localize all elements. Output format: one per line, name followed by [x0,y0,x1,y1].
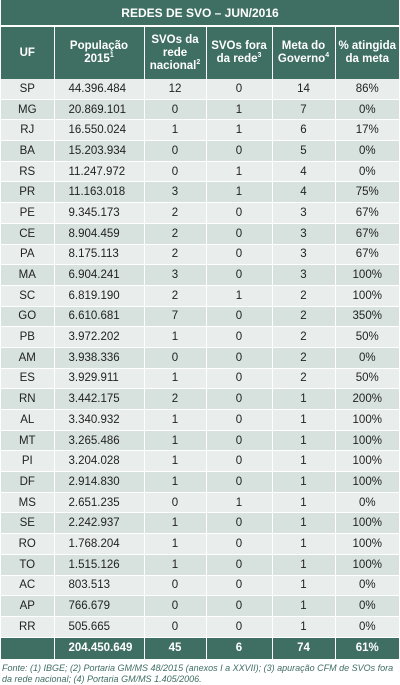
cell-svos-fora: 0 [206,141,272,162]
cell-uf: PA [1,244,54,265]
cell-meta: 7 [272,99,335,120]
cell-meta: 3 [272,265,335,286]
cell-pct: 67% [335,244,399,265]
cell-uf: PI [1,451,54,472]
table-row [1,347,399,368]
cell-pct: 0% [335,616,399,637]
cell-svos-fora: 1 [206,492,272,513]
cell-pct: 100% [335,534,399,555]
cell-meta: 1 [272,389,335,410]
cell-svos-rede: 1 [144,534,206,555]
cell-svos-rede: 0 [144,575,206,596]
cell-svos-rede: 7 [144,306,206,327]
cell-svos-rede: 0 [144,492,206,513]
cell-svos-fora: 0 [206,244,272,265]
cell-meta: 1 [272,616,335,637]
cell-meta: 2 [272,306,335,327]
cell-uf: ES [1,368,54,389]
header-svos-rede: SVOs da rede nacional$^2$ [144,26,206,79]
cell-meta: 1 [272,492,335,513]
cell-meta: 1 [272,451,335,472]
cell-populacao: 3.204.028 [54,451,144,472]
total-meta: 74 [272,637,335,659]
cell-pct: 86% [335,79,399,99]
footnote: Fonte: (1) IBGE; (2) Portaria GM/MS 48/2015 (anexos I a XXVII); (3) apuração CFM de SVOs fora da rede nacional; (4) Portaria GM/MS 1.405/2006. [2,662,394,684]
cell-svos-rede: 2 [144,244,206,265]
cell-svos-fora: 0 [206,554,272,575]
cell-svos-fora: 0 [206,575,272,596]
cell-populacao: 11.247.972 [54,161,144,182]
table-row [1,244,399,265]
cell-uf: SP [1,79,54,99]
cell-uf: RR [1,616,54,637]
cell-pct: 100% [335,265,399,286]
cell-svos-rede: 0 [144,616,206,637]
total-svos-rede: 45 [144,637,206,659]
cell-svos-rede: 1 [144,120,206,141]
table-row [1,410,399,431]
cell-svos-rede: 0 [144,99,206,120]
cell-pct: 17% [335,120,399,141]
table-title: REDES DE SVO – JUN/2016 [1,0,399,26]
cell-pct: 75% [335,182,399,203]
cell-pct: 100% [335,513,399,534]
cell-meta: 1 [272,513,335,534]
cell-svos-fora: 0 [206,472,272,493]
cell-svos-rede: 0 [144,161,206,182]
cell-svos-rede: 2 [144,203,206,224]
total-populacao: 204.450.649 [54,637,144,659]
cell-svos-rede: 2 [144,285,206,306]
table-row [1,472,399,493]
cell-pct: 350% [335,306,399,327]
table-row [1,182,399,203]
cell-uf: MS [1,492,54,513]
cell-meta: 1 [272,410,335,431]
cell-svos-fora: 0 [206,223,272,244]
cell-meta: 3 [272,203,335,224]
cell-populacao: 20.869.101 [54,99,144,120]
cell-svos-rede: 2 [144,389,206,410]
svo-table [1,0,399,659]
table-row [1,120,399,141]
cell-populacao: 3.442.175 [54,389,144,410]
cell-uf: PE [1,203,54,224]
cell-meta: 2 [272,285,335,306]
cell-populacao: 766.679 [54,596,144,617]
cell-svos-fora: 0 [206,368,272,389]
cell-svos-fora: 0 [206,327,272,348]
table-row [1,223,399,244]
cell-uf: GO [1,306,54,327]
cell-uf: AC [1,575,54,596]
cell-svos-fora: 0 [206,347,272,368]
cell-svos-fora: 1 [206,182,272,203]
cell-uf: MA [1,265,54,286]
table-row [1,99,399,120]
cell-meta: 1 [272,430,335,451]
cell-pct: 50% [335,368,399,389]
header-row [1,26,399,79]
cell-uf: RO [1,534,54,555]
cell-meta: 4 [272,182,335,203]
cell-svos-fora: 0 [206,451,272,472]
cell-uf: DF [1,472,54,493]
cell-svos-rede: 2 [144,223,206,244]
cell-meta: 1 [272,554,335,575]
cell-meta: 3 [272,223,335,244]
cell-pct: 50% [335,327,399,348]
cell-svos-rede: 12 [144,79,206,99]
cell-pct: 100% [335,554,399,575]
cell-populacao: 6.819.190 [54,285,144,306]
table-row [1,161,399,182]
cell-svos-rede: 1 [144,513,206,534]
cell-uf: MT [1,430,54,451]
cell-uf: MG [1,99,54,120]
cell-meta: 6 [272,120,335,141]
header-uf: UF [1,26,54,79]
cell-svos-fora: 1 [206,161,272,182]
table-row [1,492,399,513]
cell-pct: 0% [335,161,399,182]
cell-svos-fora: 1 [206,99,272,120]
cell-uf: AP [1,596,54,617]
cell-pct: 0% [335,99,399,120]
cell-svos-fora: 0 [206,389,272,410]
header-svos-fora: SVOs fora da rede$^3$ [206,26,272,79]
cell-svos-rede: 3 [144,265,206,286]
cell-populacao: 3.340.932 [54,410,144,431]
table-row [1,430,399,451]
cell-svos-fora: 0 [206,596,272,617]
table-row [1,141,399,162]
table-row [1,451,399,472]
table-row [1,513,399,534]
cell-uf: RS [1,161,54,182]
header-pct: % atingida da meta [335,26,399,79]
cell-svos-rede: 3 [144,182,206,203]
cell-populacao: 6.610.681 [54,306,144,327]
cell-svos-fora: 0 [206,534,272,555]
header-meta: Meta do Governo$^4$ [272,26,335,79]
cell-svos-fora: 0 [206,265,272,286]
table-row [1,265,399,286]
table-row [1,575,399,596]
cell-pct: 0% [335,141,399,162]
table-row [1,285,399,306]
table-row [1,306,399,327]
cell-pct: 0% [335,492,399,513]
cell-svos-fora: 1 [206,285,272,306]
cell-uf: BA [1,141,54,162]
cell-meta: 2 [272,347,335,368]
cell-uf: SE [1,513,54,534]
cell-populacao: 2.242.937 [54,513,144,534]
cell-pct: 100% [335,472,399,493]
cell-populacao: 16.550.024 [54,120,144,141]
total-svos-fora: 6 [206,637,272,659]
cell-populacao: 8.175.113 [54,244,144,265]
cell-pct: 100% [335,451,399,472]
table-row [1,616,399,637]
cell-svos-rede: 1 [144,554,206,575]
cell-meta: 1 [272,596,335,617]
cell-pct: 67% [335,203,399,224]
cell-svos-rede: 1 [144,430,206,451]
cell-uf: SC [1,285,54,306]
cell-meta: 2 [272,327,335,348]
cell-svos-fora: 0 [206,410,272,431]
cell-meta: 4 [272,161,335,182]
cell-svos-fora: 0 [206,616,272,637]
table-row [1,596,399,617]
cell-svos-rede: 1 [144,327,206,348]
cell-pct: 100% [335,430,399,451]
cell-pct: 100% [335,285,399,306]
cell-uf: RJ [1,120,54,141]
cell-meta: 3 [272,244,335,265]
cell-pct: 0% [335,575,399,596]
title-row [1,0,399,26]
cell-svos-fora: 0 [206,430,272,451]
cell-svos-rede: 1 [144,472,206,493]
cell-populacao: 1.515.126 [54,554,144,575]
cell-svos-fora: 0 [206,306,272,327]
cell-populacao: 3.972.202 [54,327,144,348]
table-row [1,368,399,389]
cell-svos-fora: 0 [206,203,272,224]
cell-meta: 1 [272,472,335,493]
cell-populacao: 803.513 [54,575,144,596]
cell-uf: TO [1,554,54,575]
cell-pct: 0% [335,596,399,617]
cell-uf: AL [1,410,54,431]
cell-populacao: 3.265.486 [54,430,144,451]
cell-svos-fora: 0 [206,79,272,99]
totals-row [1,637,399,659]
cell-populacao: 11.163.018 [54,182,144,203]
cell-pct: 0% [335,347,399,368]
table-body [1,79,399,637]
table-row [1,554,399,575]
cell-meta: 1 [272,534,335,555]
cell-populacao: 44.396.484 [54,79,144,99]
cell-populacao: 3.929.911 [54,368,144,389]
cell-populacao: 2.914.830 [54,472,144,493]
cell-populacao: 8.904.459 [54,223,144,244]
cell-uf: RN [1,389,54,410]
cell-svos-fora: 0 [206,513,272,534]
cell-svos-rede: 1 [144,368,206,389]
cell-uf: PB [1,327,54,348]
cell-uf: PR [1,182,54,203]
cell-populacao: 2.651.235 [54,492,144,513]
cell-meta: 5 [272,141,335,162]
header-populacao: População 2015$^1$ [54,26,144,79]
cell-svos-rede: 0 [144,347,206,368]
table-row [1,534,399,555]
cell-populacao: 1.768.204 [54,534,144,555]
cell-pct: 67% [335,223,399,244]
cell-meta: 2 [272,368,335,389]
table-row [1,203,399,224]
table-row [1,79,399,99]
cell-pct: 200% [335,389,399,410]
cell-uf: AM [1,347,54,368]
cell-svos-rede: 1 [144,410,206,431]
cell-svos-rede: 0 [144,141,206,162]
cell-meta: 1 [272,575,335,596]
cell-meta: 14 [272,79,335,99]
cell-populacao: 3.938.336 [54,347,144,368]
table-row [1,389,399,410]
cell-svos-rede: 0 [144,596,206,617]
total-pct: 61% [335,637,399,659]
cell-populacao: 15.203.934 [54,141,144,162]
cell-populacao: 6.904.241 [54,265,144,286]
total-uf [1,637,54,659]
cell-svos-fora: 1 [206,120,272,141]
table-row [1,327,399,348]
cell-pct: 100% [335,410,399,431]
cell-populacao: 505.665 [54,616,144,637]
cell-uf: CE [1,223,54,244]
cell-populacao: 9.345.173 [54,203,144,224]
cell-svos-rede: 1 [144,451,206,472]
